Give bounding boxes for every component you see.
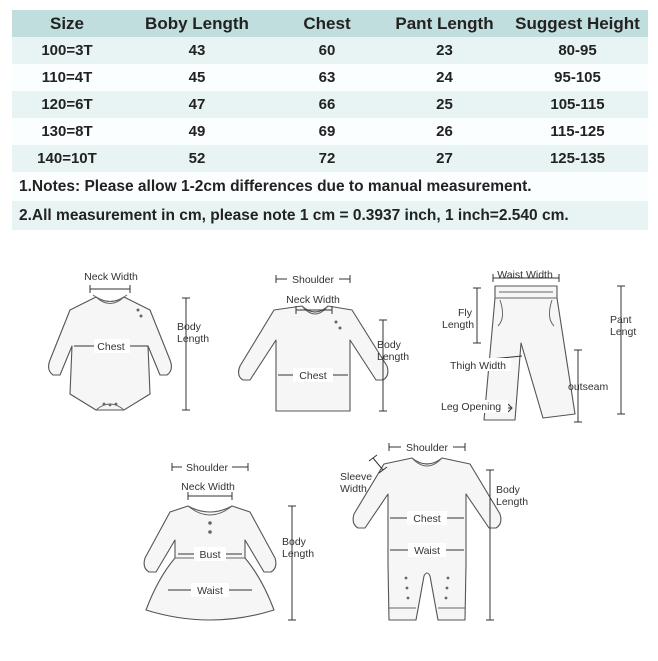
size-chart-table — [12, 10, 648, 230]
table-cell: 26 — [382, 118, 507, 145]
bodysuit-body-label: Body — [177, 321, 201, 333]
shirt-length-label: Length — [377, 351, 410, 363]
table-row — [12, 118, 648, 145]
table-cell: 72 — [272, 145, 382, 172]
table-cell: 60 — [272, 37, 382, 64]
shirt-body-label: Body — [377, 339, 401, 351]
table-cell: 47 — [122, 91, 272, 118]
dress-waist-label: Waist — [197, 585, 223, 597]
dress-bust-label: Bust — [199, 549, 221, 561]
table-cell: 25 — [382, 91, 507, 118]
note-manual-measurement: 1.Notes: Please allow 1-2cm differences due to manual measurement. — [12, 172, 648, 201]
table-cell: 27 — [382, 145, 507, 172]
table-row — [12, 145, 648, 172]
table-cell: 43 — [122, 37, 272, 64]
table-cell: 66 — [272, 91, 382, 118]
bodysuit-neck-width-label: Neck Width — [84, 271, 138, 283]
header-chest: Chest — [272, 10, 382, 37]
pants-pant-length-label: Lengt — [610, 326, 637, 338]
table-cell: 110=4T — [12, 64, 122, 91]
header-body-length: Boby Length — [122, 10, 272, 37]
shirt-neck-width-label: Neck Width — [286, 294, 340, 306]
table-cell: 23 — [382, 37, 507, 64]
table-row — [12, 37, 648, 64]
header-pant-length: Pant Length — [382, 10, 507, 37]
dress-body-label: Body — [282, 536, 306, 548]
table-cell: 105-115 — [507, 91, 648, 118]
romper-length-label: Length — [496, 496, 529, 508]
table-cell: 130=8T — [12, 118, 122, 145]
garment-measurement-diagrams — [0, 248, 658, 653]
romper-sleeve-width-label: Width — [340, 483, 367, 495]
table-header-row — [12, 10, 648, 37]
pants-pant-label: Pant — [610, 314, 632, 326]
dress-neck-width-label: Neck Width — [181, 481, 235, 493]
table-cell: 120=6T — [12, 91, 122, 118]
bodysuit-length-label: Length — [177, 333, 210, 345]
table-cell: 45 — [122, 64, 272, 91]
pants-diagram — [440, 269, 636, 422]
note-row — [12, 172, 648, 201]
romper-chest-label: Chest — [413, 513, 441, 525]
table-cell: 24 — [382, 64, 507, 91]
header-size: Size — [12, 10, 122, 37]
romper-diagram — [340, 440, 528, 620]
table-cell: 125-135 — [507, 145, 648, 172]
romper-body-label: Body — [496, 484, 520, 496]
pants-fly-label: Fly — [458, 307, 472, 319]
pants-fly-length-label: Length — [442, 319, 475, 331]
pants-outseam-label: outseam — [568, 381, 609, 393]
table-row — [12, 91, 648, 118]
pants-thigh-width-label: Thigh Width — [450, 360, 507, 372]
pants-waist-width-label: Waist Width — [497, 269, 553, 281]
dress-diagram — [144, 460, 314, 620]
table-row — [12, 64, 648, 91]
pants-leg-opening-label: Leg Opening — [441, 401, 502, 413]
table-cell: 69 — [272, 118, 382, 145]
shirt-diagram — [239, 272, 410, 411]
table-cell: 115-125 — [507, 118, 648, 145]
shirt-shoulder-label: Shoulder — [291, 274, 335, 286]
romper-shoulder-label: Shoulder — [405, 442, 449, 454]
table-cell: 52 — [122, 145, 272, 172]
note-unit-conversion: 2.All measurement in cm, please note 1 cm = 0.3937 inch, 1 inch=2.540 cm. — [12, 201, 648, 230]
table-cell: 80-95 — [507, 37, 648, 64]
header-suggest-height: Suggest Height — [507, 10, 648, 37]
romper-waist-label: Waist — [414, 545, 440, 557]
dress-length-label: Length — [282, 548, 315, 560]
dress-shoulder-label: Shoulder — [185, 462, 229, 474]
table-cell: 100=3T — [12, 37, 122, 64]
table-cell: 49 — [122, 118, 272, 145]
bodysuit-diagram — [49, 271, 210, 410]
table-cell: 95-105 — [507, 64, 648, 91]
table-cell: 63 — [272, 64, 382, 91]
romper-sleeve-label: Sleeve — [340, 471, 373, 483]
note-row — [12, 201, 648, 230]
table-cell: 140=10T — [12, 145, 122, 172]
bodysuit-chest-label: Chest — [97, 341, 125, 353]
shirt-chest-label: Chest — [299, 370, 327, 382]
